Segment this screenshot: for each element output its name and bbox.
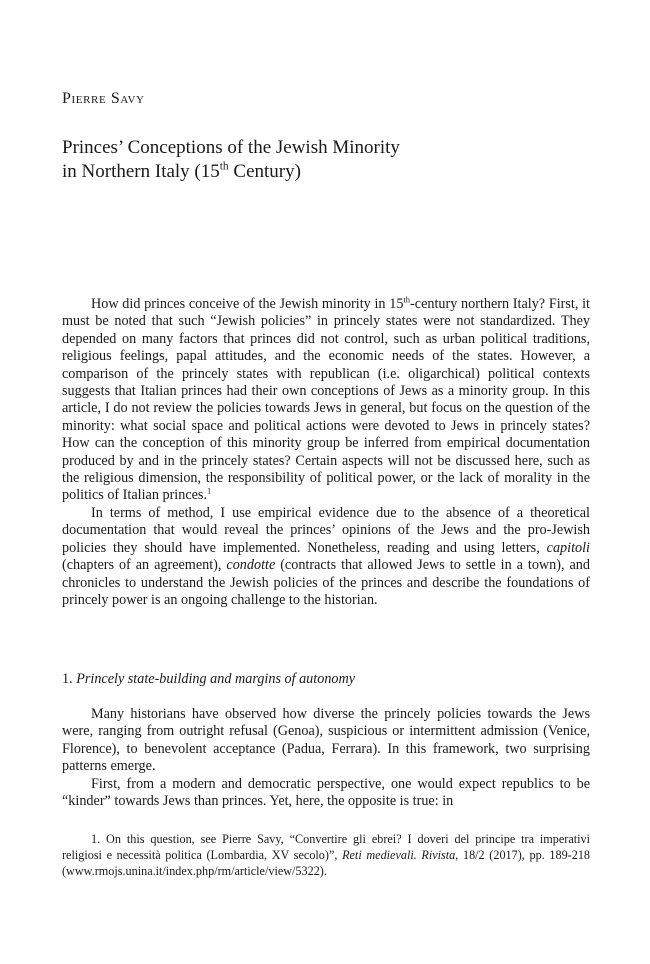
- paragraph-1-text-a: How did princes conceive of the Jewish minority in 15: [91, 296, 404, 312]
- paragraph-2-text-a: In terms of method, I use empirical evidence due to the absence of a theoretical documentation that would reveal the princes’ opinions of the Jews and the pro-Jewish policies they should have implemented. Nonetheless, reading and using letters,: [62, 504, 590, 556]
- title-line-1: Princes’ Conceptions of the Jewish Minority: [62, 137, 400, 158]
- body-text-intro: [62, 296, 590, 609]
- body-text-section-1: [62, 706, 590, 810]
- title-superscript: th: [219, 160, 229, 173]
- paragraph-2-text-b: (chapters of an agreement),: [62, 557, 227, 574]
- term-capitoli: capitoli: [546, 539, 590, 556]
- section-number: 1.: [62, 671, 77, 687]
- footnote-text-a: 1. On this question, see Pierre Savy, “Convertire gli ebrei? I doveri del principe tra imperativi religiosi e necessità politica (Lombardia, XV secolo)”,: [62, 832, 590, 862]
- article-title: [62, 136, 562, 184]
- paragraph-1-superscript: th: [403, 294, 411, 305]
- section-heading: [62, 670, 355, 688]
- paragraph-1: [62, 296, 590, 505]
- section-title: Princely state-building and margins of autonomy: [76, 671, 356, 687]
- footnote-journal: Reti medievali. Rivista: [342, 847, 456, 862]
- footnote-1: [62, 832, 590, 879]
- paragraph-2-text-c: (contracts that allowed Jews to settle in a town), and chronicles to understand the Jewish policies of the princes and describe the foundations of princely power is an ongoing challenge to the historian.: [62, 557, 590, 608]
- paragraph-2: [62, 505, 590, 609]
- author-name: Pierre Savy: [62, 90, 145, 107]
- term-condotte: condotte: [226, 557, 276, 574]
- paragraph-3: Many historians have observed how diverse the princely policies towards the Jews were, ranging from outright refusal (Genoa), suspicious or intermittent admission (Venice, Florence), to benevolent acceptance (Padua, Ferrara). In this framework, two surprising patterns emerge.: [62, 706, 590, 775]
- paragraph-4: First, from a modern and democratic perspective, one would expect republics to be “kinder” towards Jews than princes. Yet, here, the opposite is true: in: [62, 775, 590, 810]
- paragraph-1-text-b: -century northern Italy? First, it must be noted that such “Jewish policies” in princely states were not standardized. They depended on many factors that princes did not control, such as urban political traditions, religious feelings, papal attitudes, and the economic needs of the states. However, a comparison of the princely states with republican (i.e. oligarchical) political contexts suggests that Italian princes had their own conceptions of Jews as a minority group. In this article, I do not review the policies towards Jews in general, but focus on the question of the minority: what social space and political actions were devoted to Jews in princely states? How can the conception of this minority group be inferred from empirical documentation produced by and in the princely states? Certain aspects will not be discussed here, such as the religious dimension, the responsibility of political power, or the lack of morality in the politics of Italian princes.: [62, 296, 590, 504]
- title-line-2a: in Northern Italy (15: [62, 161, 220, 182]
- footnote-text-b: , 18/2 (2017), pp. 189-218 (www.rmojs.unina.it/index.php/rm/article/view/5322).: [62, 847, 591, 878]
- footnote-reference[interactable]: 1: [207, 485, 212, 496]
- title-line-2b: Century): [228, 161, 301, 182]
